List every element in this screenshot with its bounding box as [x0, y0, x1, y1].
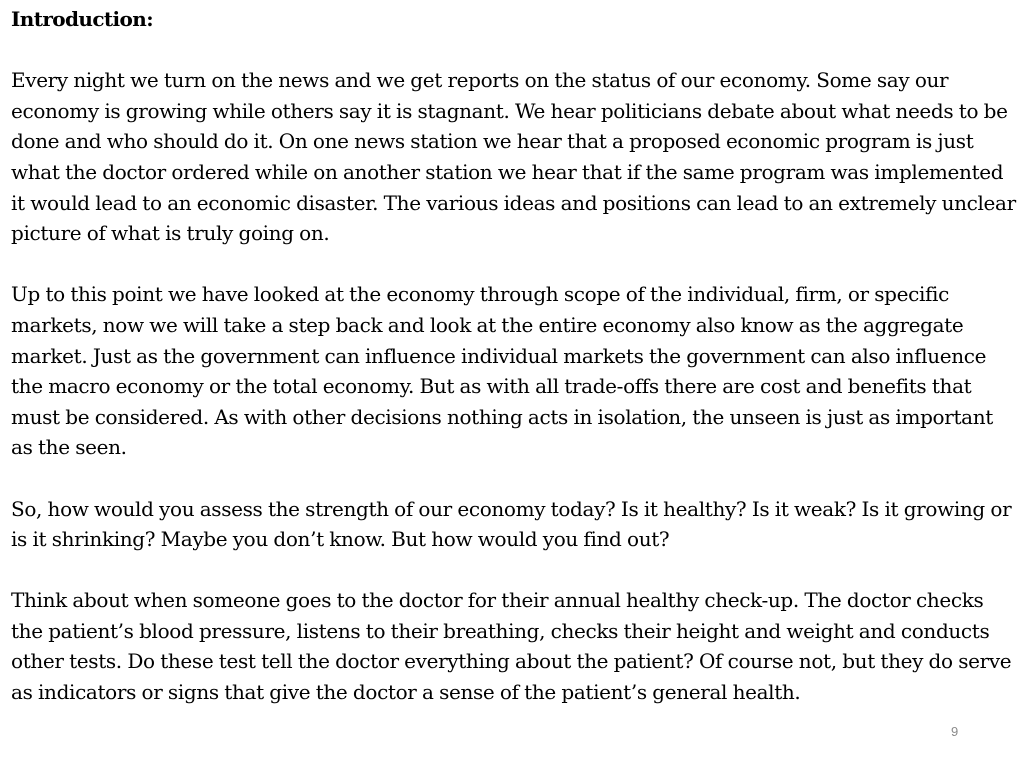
paragraph-news-reports: Every night we turn on the news and we get reports on the status of our economy. Some say our economy is growing while others say it is stagnant. We hear politicians debate about what needs to be done and who should do it. On one news station we hear that a proposed economic program is just what the doctor ordered while on another station we hear that if the same program was implemented it would lead to an economic disaster. The various ideas and positions can lead to an extremely unclear picture of what is truly going on. [11, 68, 1016, 246]
paragraph-doctor-checkup: Think about when someone goes to the doctor for their annual healthy check-up. The doctor checks the patient’s blood pressure, listens to their breathing, checks their height and weight and conducts other tests. Do these test tell the doctor everything about the patient? Of course not, but they do serve as indicators or signs that give the doctor a sense of the patient’s general health. [11, 588, 1012, 705]
spacer [11, 463, 1017, 494]
paragraph-assess-economy: So, how would you assess the strength of our economy today? Is it healthy? Is it weak? Is it growing or is it shrinking? Maybe you don’t know. But how would you find out? [11, 496, 1012, 552]
spacer [11, 35, 1017, 66]
slide-content [11, 4, 1017, 708]
spacer [11, 555, 1017, 586]
page-number: 9 [951, 724, 959, 739]
spacer [11, 249, 1017, 280]
slide-heading: Introduction: [11, 7, 154, 31]
paragraph-aggregate-market: Up to this point we have looked at the economy through scope of the individual, firm, or specific markets, now we will take a step back and look at the entire economy also know as the aggregate market. Just as the government can influence individual markets the government can also influence the macro economy or the total economy. But as with all trade-offs there are cost and benefits that must be considered. As with other decisions nothing acts in isolation, the unseen is just as important as the seen. [11, 282, 993, 460]
